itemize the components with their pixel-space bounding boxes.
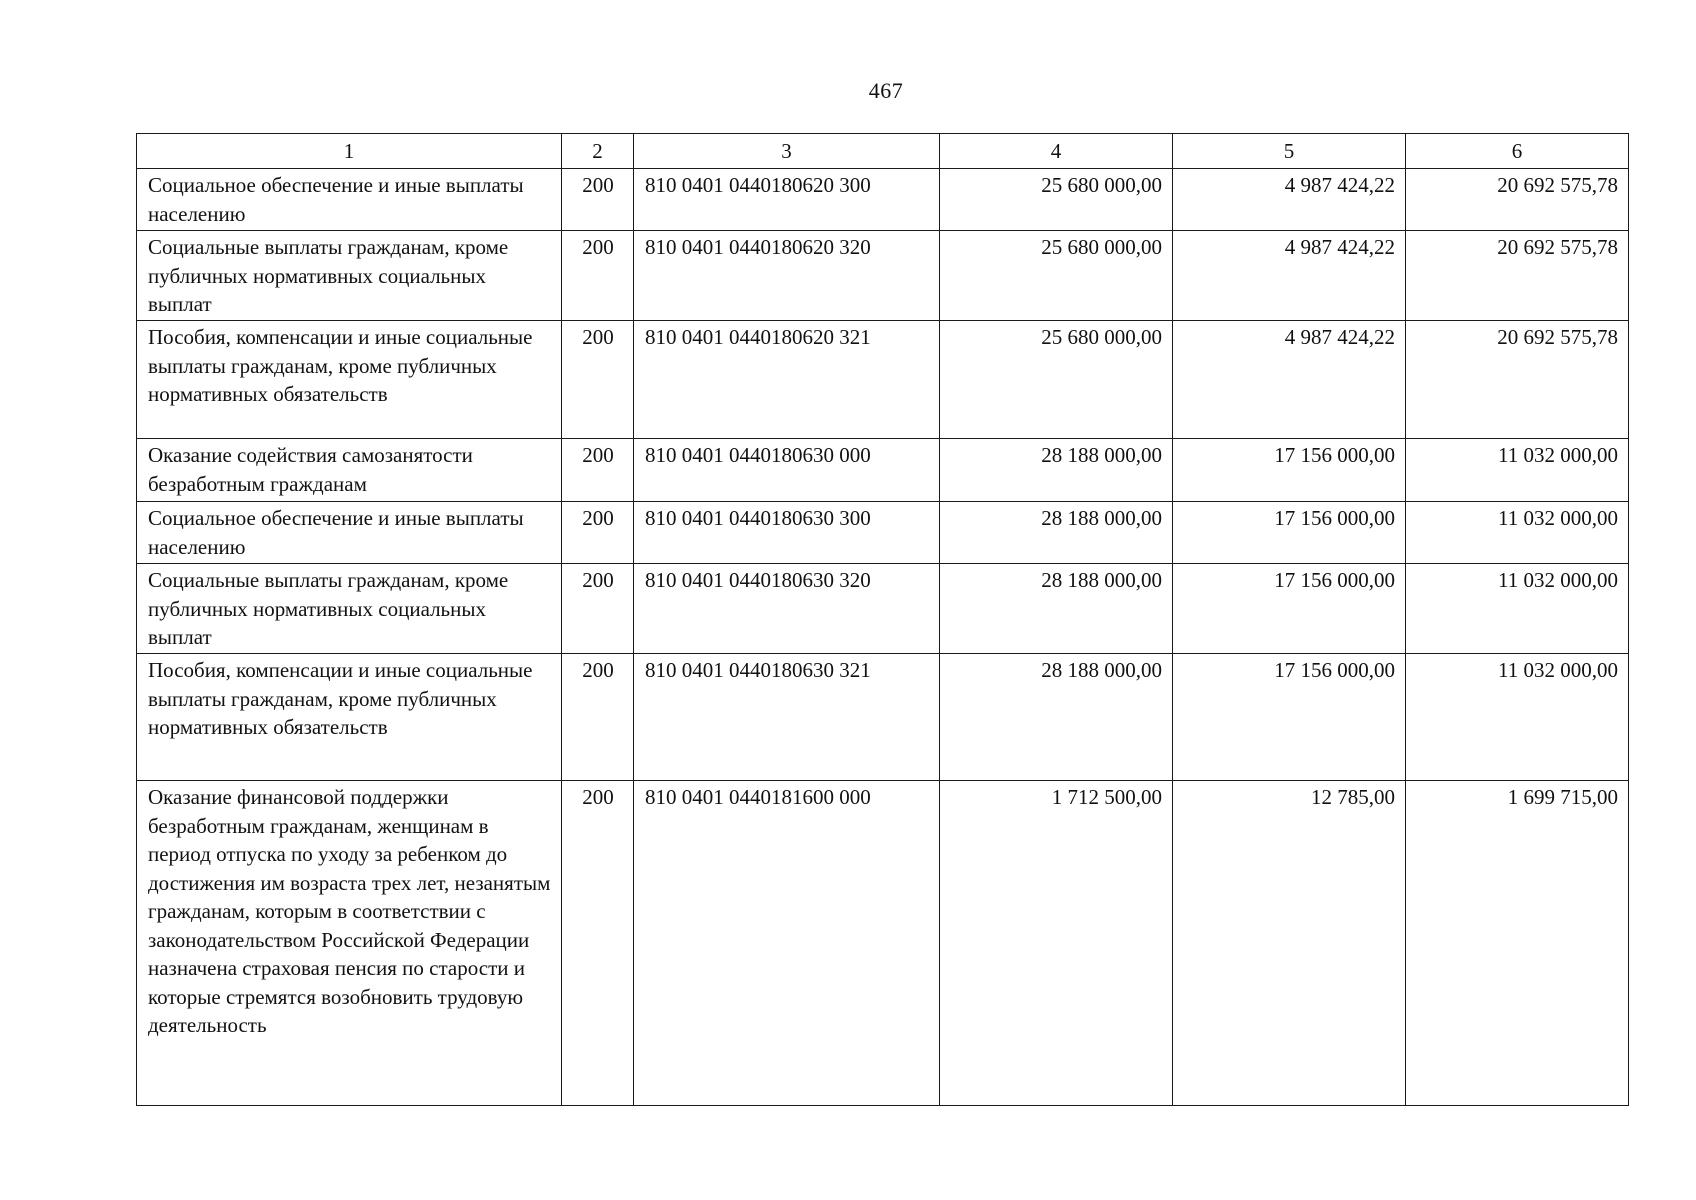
row-code: 200 [562, 169, 634, 231]
row-executed: 17 156 000,00 [1173, 439, 1406, 502]
row-name: Пособия, компенсации и иные социальные выплаты гражданам, кроме публичных нормативных обязательств [137, 321, 562, 439]
row-name: Социальное обеспечение и иные выплаты населению [137, 169, 562, 231]
row-unexecuted: 1 699 715,00 [1406, 781, 1629, 1106]
column-header-3: 3 [634, 134, 940, 169]
row-unexecuted: 11 032 000,00 [1406, 564, 1629, 654]
row-code: 200 [562, 502, 634, 564]
row-classification: 810 0401 0440180620 320 [634, 231, 940, 321]
row-approved: 25 680 000,00 [940, 169, 1173, 231]
row-name: Социальные выплаты гражданам, кроме публичных нормативных социальных выплат [137, 564, 562, 654]
row-code: 200 [562, 654, 634, 781]
row-classification: 810 0401 0440181600 000 [634, 781, 940, 1106]
row-executed: 4 987 424,22 [1173, 169, 1406, 231]
table-row [137, 564, 1629, 654]
table-row [137, 502, 1629, 564]
budget-table [136, 133, 1629, 1106]
row-name: Пособия, компенсации и иные социальные выплаты гражданам, кроме публичных нормативных обязательств [137, 654, 562, 781]
row-executed: 17 156 000,00 [1173, 502, 1406, 564]
header-row [137, 134, 1629, 169]
row-code: 200 [562, 231, 634, 321]
row-classification: 810 0401 0440180630 321 [634, 654, 940, 781]
page-number: 467 [868, 78, 904, 103]
table-row [137, 439, 1629, 502]
row-unexecuted: 11 032 000,00 [1406, 439, 1629, 502]
row-executed: 17 156 000,00 [1173, 564, 1406, 654]
row-unexecuted: 20 692 575,78 [1406, 321, 1629, 439]
row-approved: 25 680 000,00 [940, 321, 1173, 439]
column-header-2: 2 [562, 134, 634, 169]
row-code: 200 [562, 564, 634, 654]
row-approved: 28 188 000,00 [940, 439, 1173, 502]
column-header-1: 1 [137, 134, 562, 169]
row-unexecuted: 20 692 575,78 [1406, 169, 1629, 231]
row-unexecuted: 11 032 000,00 [1406, 502, 1629, 564]
table-row [137, 781, 1629, 1106]
row-classification: 810 0401 0440180630 300 [634, 502, 940, 564]
row-approved: 28 188 000,00 [940, 654, 1173, 781]
table-row [137, 654, 1629, 781]
row-code: 200 [562, 781, 634, 1106]
row-unexecuted: 11 032 000,00 [1406, 654, 1629, 781]
row-executed: 4 987 424,22 [1173, 321, 1406, 439]
row-name: Социальные выплаты гражданам, кроме публичных нормативных социальных выплат [137, 231, 562, 321]
row-approved: 1 712 500,00 [940, 781, 1173, 1106]
row-executed: 4 987 424,22 [1173, 231, 1406, 321]
column-header-4: 4 [940, 134, 1173, 169]
table-row [137, 169, 1629, 231]
row-classification: 810 0401 0440180630 000 [634, 439, 940, 502]
column-header-5: 5 [1173, 134, 1406, 169]
row-classification: 810 0401 0440180630 320 [634, 564, 940, 654]
row-name: Оказание содействия самозанятости безработным гражданам [137, 439, 562, 502]
row-classification: 810 0401 0440180620 300 [634, 169, 940, 231]
table-row [137, 231, 1629, 321]
row-name: Социальное обеспечение и иные выплаты населению [137, 502, 562, 564]
row-name: Оказание финансовой поддержки безработным гражданам, женщинам в период отпуска по уходу за ребенком до достижения им возраста трех лет, незанятым гражданам, которым в соответствии с законодательством Российской Федерации назначена страховая пенсия по старости и которые стремятся возобновить трудовую деятельность [137, 781, 562, 1106]
row-code: 200 [562, 321, 634, 439]
row-classification: 810 0401 0440180620 321 [634, 321, 940, 439]
row-executed: 12 785,00 [1173, 781, 1406, 1106]
row-approved: 25 680 000,00 [940, 231, 1173, 321]
row-unexecuted: 20 692 575,78 [1406, 231, 1629, 321]
row-executed: 17 156 000,00 [1173, 654, 1406, 781]
table-row [137, 321, 1629, 439]
row-code: 200 [562, 439, 634, 502]
row-approved: 28 188 000,00 [940, 564, 1173, 654]
row-approved: 28 188 000,00 [940, 502, 1173, 564]
column-header-6: 6 [1406, 134, 1629, 169]
